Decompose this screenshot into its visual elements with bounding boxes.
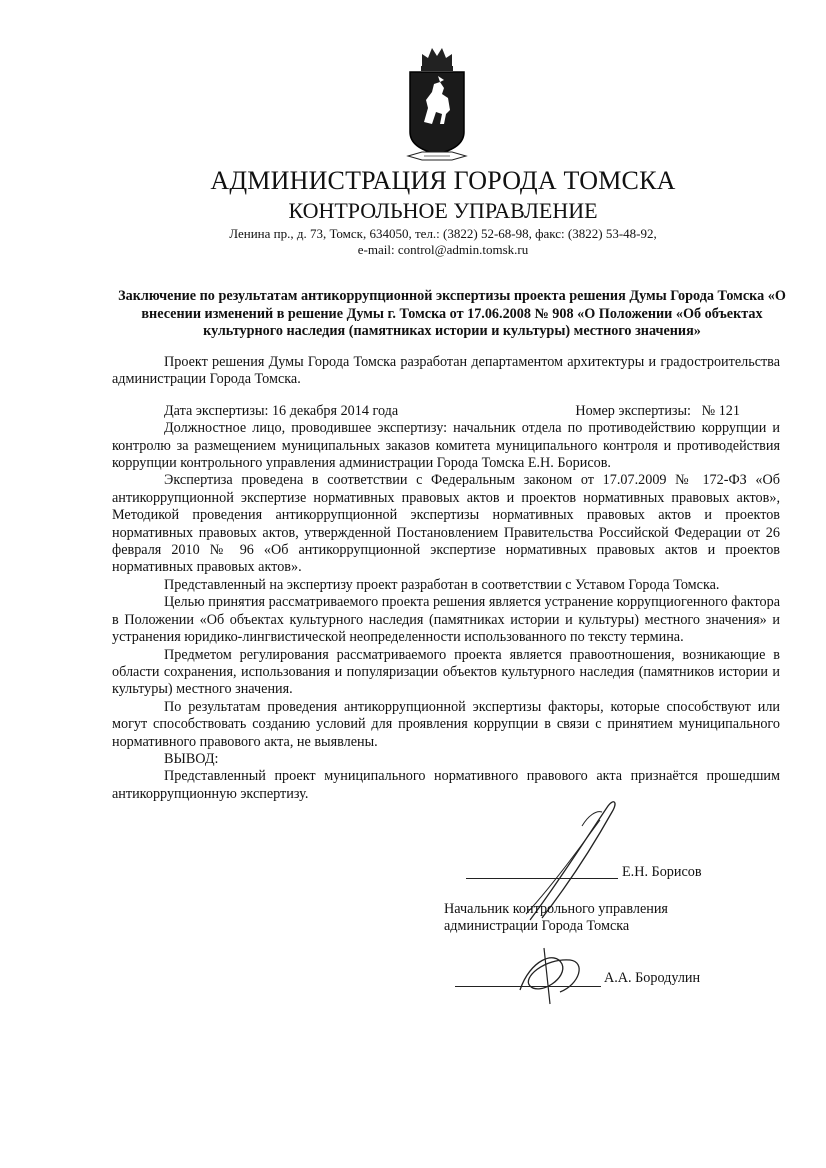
email-line: e-mail: control@admin.tomsk.ru xyxy=(357,242,529,257)
conclusion-heading: ВЫВОД: xyxy=(164,750,219,767)
address-block xyxy=(0,226,826,258)
paragraph-results: По результатам проведения антикоррупционной экспертизы факторы, которые способствуют или могут способствовать созданию условий для проявления коррупции в связи с принятием муниципального нормативного правового акта, не выявлены. xyxy=(112,698,780,750)
paragraph-developer: Проект решения Думы Города Томска разработан департаментом архитектуры и градостроительства администрации Города Томска. xyxy=(112,354,780,388)
paragraph-official: Должностное лицо, проводившее экспертизу: начальник отдела по противодействию коррупции и контролю за размещением муниципальных заказов комитета муниципального контроля и противодействия коррупции контрольного управления администрации Города Томска Е.Н. Борисов. xyxy=(112,420,780,472)
expertise-meta xyxy=(112,403,780,420)
department-name: КОНТРОЛЬНОЕ УПРАВЛЕНИЕ xyxy=(288,198,598,223)
head-title xyxy=(444,901,668,936)
paragraph-goal: Целью принятия рассматриваемого проекта решения является устранение коррупциогенного фактора в Положении «Об объектах культурного наследия (памятниках истории и культуры) местного значения» и устранения юридико-лингвистической неопределенности использованного по тексту термина. xyxy=(112,594,780,646)
head-title-line-1: Начальник контрольного управления xyxy=(444,901,668,917)
signer-2-name: А.А. Бородулин xyxy=(604,970,701,986)
handwritten-signature-2 xyxy=(500,940,610,1010)
signer-1-name: Е.Н. Борисов xyxy=(622,864,702,880)
expertise-date: Дата экспертизы: 16 декабря 2014 года xyxy=(164,402,399,419)
signature-line-2 xyxy=(455,986,601,987)
document-title: Заключение по результатам антикоррупционной экспертизы проекта решения Думы Города Томска «О внесении изменений в решение Думы г. Томска от 17.06.2008 № 908 «О Положении «Об объектах культурного наследия (памятниках истории и культуры) местного значения» xyxy=(118,288,786,339)
organization-name: АДМИНИСТРАЦИЯ ГОРОДА ТОМСКА xyxy=(210,166,676,195)
signature-line-1 xyxy=(466,878,618,879)
address-line: Ленина пр., д. 73, Томск, 634050, тел.: (3822) 52-68-98, факс: (3822) 53-48-92, xyxy=(229,226,657,241)
paragraph-subject: Предметом регулирования рассматриваемого проекта является правоотношения, возникающие в области сохранения, использования и популяризации объектов культурного наследия (памятников истории и культуры) местного значения. xyxy=(112,646,780,698)
paragraph-basis: Экспертиза проведена в соответствии с Федеральным законом от 17.07.2009 № 172-ФЗ «Об антикоррупционной экспертизе нормативных правовых актов и проектов нормативных правовых актов», Методикой проведения антикоррупционной экспертизы нормативных правовых актов и проектов нормативных правовых актов, утвержденной Постановлением Правительства Российской Федерации от 26 февраля 2010 № 96 «Об антикоррупционной экспертизе нормативных правовых актов и проектов нормативных правовых актов». xyxy=(112,472,780,576)
paragraph-charter: Представленный на экспертизу проект разработан в соответствии с Уставом Города Томска. xyxy=(164,576,720,593)
paragraph-conclusion: Представленный проект муниципального нормативного правового акта признаётся прошедшим антикоррупционную экспертизу. xyxy=(112,768,780,802)
tomsk-coat-of-arms-icon xyxy=(404,44,470,166)
document-body xyxy=(112,354,780,803)
expertise-number: Номер экспертизы: № 121 xyxy=(575,402,740,419)
head-title-line-2: администрации Города Томска xyxy=(444,918,630,935)
